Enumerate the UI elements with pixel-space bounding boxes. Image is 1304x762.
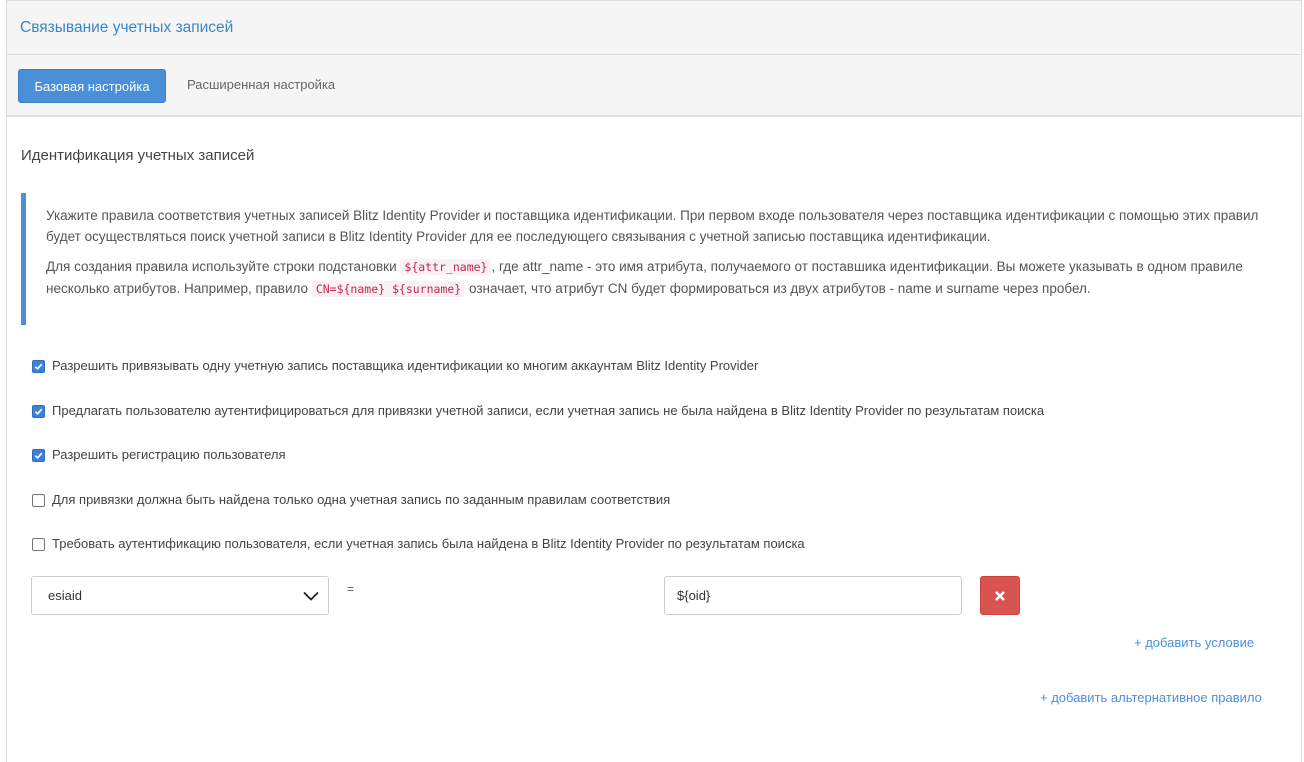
equals-operator: = [347,582,355,596]
add-condition-link[interactable]: + добавить условие [1134,635,1255,650]
tab-basic-settings[interactable]: Базовая настройка [18,69,166,103]
add-alternative-rule-link[interactable]: + добавить альтернативное правило [1040,690,1262,705]
close-icon [994,590,1006,602]
account-linking-panel [6,0,1302,762]
code-cn-example: CN=${name} ${surname} [312,281,465,297]
checkbox-unchecked-icon[interactable] [32,538,45,551]
attribute-select-value: esiaid [48,588,82,603]
info-paragraph-1: Укажите правила соответствия учетных записей Blitz Identity Provider и поставщика идентификации. При первом входе пользователя через поставщика идентификации с помощью этих правил будет осуществляться поиск учетной записи в Blitz Identity Provider для ее последующего связывания с учетной записью поставщика идентификации. [46,208,1259,244]
option-label: Разрешить привязывать одну учетную запись поставщика идентификации ко многим аккаунтам Blitz Identity Provider [52,358,759,373]
checkbox-checked-icon[interactable] [32,360,45,373]
checkbox-checked-icon[interactable] [32,449,45,462]
panel-header [7,1,1301,55]
rule-value-input[interactable]: ${oid} [664,576,962,615]
tab-advanced-settings[interactable]: Расширенная настройка [187,77,336,92]
code-attr-name: ${attr_name} [400,259,491,275]
option-label: Предлагать пользователю аутентифицироваться для привязки учетной записи, если учетная запись не была найдена в Blitz Identity Provider по результатам поиска [52,402,1045,418]
option-label: Для привязки должна быть найдена только одна учетная запись по заданным правилам соответствия [52,491,671,507]
option-require-auth[interactable] [32,533,1044,578]
option-allow-multi-link[interactable] [32,355,1044,400]
info-paragraph-2 [46,256,1267,300]
info-text-b: , где attr_name - это имя атрибута, получаемого от поставшика идентификации. Вы можете указывать в одном правиле несколько атрибутов. Например, правило [46,259,1243,296]
info-text-a: Для создания правила используйте строки подстановки [46,259,397,274]
option-offer-auth-for-link[interactable] [32,400,1044,445]
section-title: Идентификация учетных записей [21,147,255,164]
checkbox-unchecked-icon[interactable] [32,494,45,507]
info-text-c: означает, что атрибут CN будет формироваться из двух атрибутов - name и surname через пробел. [468,281,1091,296]
option-label: Разрешить регистрацию пользователя [52,447,286,462]
option-single-match-only[interactable] [32,489,1044,534]
checkbox-checked-icon[interactable] [32,405,45,418]
option-label: Требовать аутентификацию пользователя, если учетная запись была найдена в Blitz Identity Provider по результатам поиска [52,536,805,551]
options-list [32,355,1044,578]
attribute-select[interactable] [31,576,329,615]
tabs-bar [7,55,1301,117]
chevron-down-icon [302,587,320,605]
option-allow-registration[interactable] [32,444,1044,489]
delete-rule-button[interactable] [980,576,1020,615]
panel-title: Связывание учетных записей [20,19,234,36]
info-callout [21,193,1287,325]
